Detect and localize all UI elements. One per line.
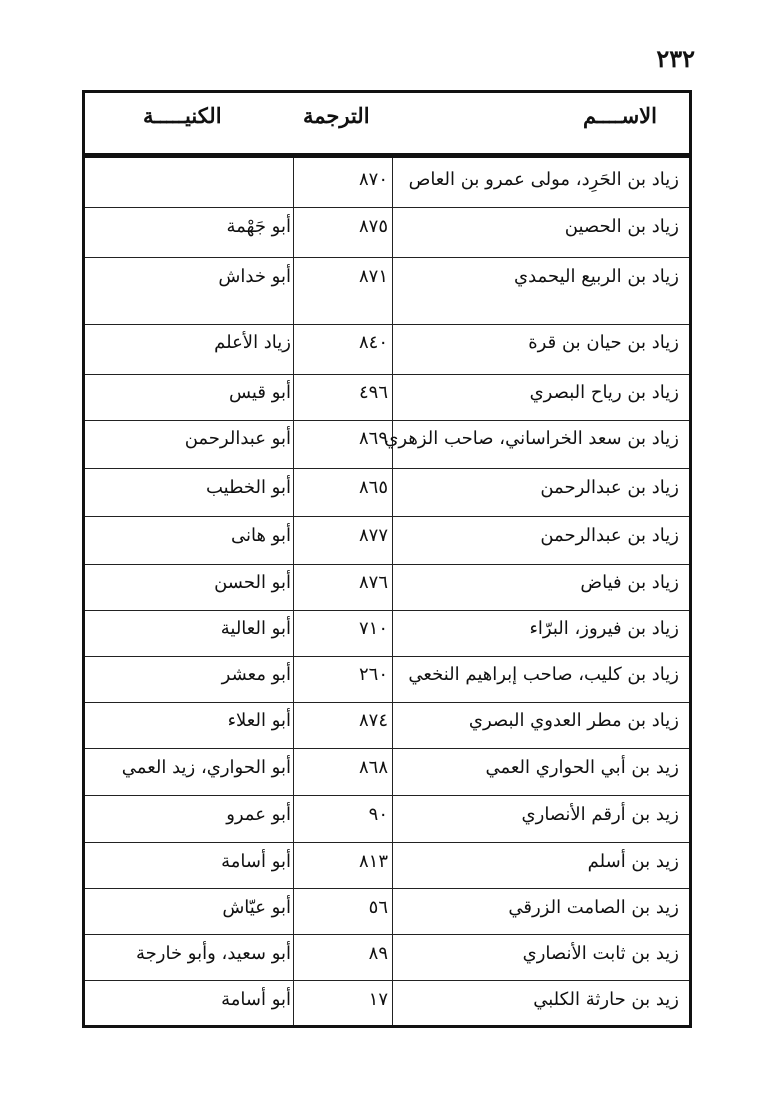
table-row <box>85 889 689 935</box>
cell-translation: ٨٧٤ <box>358 710 388 731</box>
cell-name: زيد بن الصامت الزرقي <box>508 897 679 918</box>
table-row <box>85 749 689 796</box>
table-row <box>85 657 689 703</box>
cell-name: زياد بن حيان بن قرة <box>528 332 679 353</box>
cell-kunya: أبو الحواري، زيد العمي <box>121 757 291 778</box>
cell-name: زياد بن الربيع اليحمدي <box>514 266 679 287</box>
table-row <box>85 421 689 469</box>
cell-translation: ٨٦٨ <box>358 757 388 778</box>
cell-kunya: أبو عبدالرحمن <box>184 428 291 449</box>
cell-kunya: أبو معشر <box>221 664 291 685</box>
header-name: الاســــم <box>583 103 657 128</box>
cell-name: زياد بن الحَرِد، مولى عمرو بن العاص <box>408 169 679 190</box>
table-row <box>85 565 689 611</box>
cell-translation: ٨٦٩ <box>358 428 388 449</box>
cell-translation: ٨٦٥ <box>358 477 388 498</box>
table-header <box>85 93 689 158</box>
cell-name: زياد بن عبدالرحمن <box>540 525 679 546</box>
table-row <box>85 981 689 1028</box>
cell-name: زياد بن كليب، صاحب إبراهيم النخعي <box>408 664 679 685</box>
table-body <box>85 158 689 1028</box>
cell-translation: ٨٧٦ <box>358 572 388 593</box>
table-row <box>85 375 689 421</box>
cell-name: زياد بن سعد الخراساني، صاحب الزهري <box>384 428 679 449</box>
cell-kunya: أبو الخطيب <box>205 477 291 498</box>
cell-name: زيد بن أبي الحواري العمي <box>485 757 679 778</box>
cell-name: زياد بن فياض <box>580 572 679 593</box>
cell-kunya: أبو هانى <box>230 525 291 546</box>
cell-kunya: أبو أسامة <box>221 851 291 872</box>
cell-translation: ٨١٣ <box>358 851 388 872</box>
cell-translation: ٨٩ <box>368 943 388 964</box>
cell-kunya: أبو العلاء <box>227 710 291 731</box>
cell-name: زياد بن الحصين <box>564 216 679 237</box>
cell-kunya: أبو قيس <box>228 382 291 403</box>
cell-translation: ١٧ <box>368 989 388 1010</box>
table-row <box>85 703 689 749</box>
table-row <box>85 935 689 981</box>
table-row <box>85 843 689 889</box>
cell-translation: ٨٧٥ <box>358 216 388 237</box>
cell-name: زياد بن رياح البصري <box>529 382 679 403</box>
cell-translation: ٩٠ <box>368 804 388 825</box>
cell-kunya: أبو عمرو <box>226 804 291 825</box>
cell-kunya: أبو جَهْمة <box>226 216 291 237</box>
cell-name: زيد بن أسلم <box>587 851 679 872</box>
cell-name: زياد بن فيروز، البرّاء <box>529 618 679 639</box>
cell-kunya: أبو خداش <box>218 266 291 287</box>
cell-translation: ٨٤٠ <box>358 332 388 353</box>
cell-kunya: أبو الحسن <box>214 572 291 593</box>
table-row <box>85 325 689 375</box>
cell-kunya: أبو أسامة <box>221 989 291 1010</box>
cell-name: زيد بن حارثة الكلبي <box>533 989 679 1010</box>
header-kunya: الكنيـــــة <box>143 103 222 128</box>
cell-name: زياد بن عبدالرحمن <box>540 477 679 498</box>
cell-translation: ٤٩٦ <box>358 382 388 403</box>
cell-translation: ٧١٠ <box>358 618 388 639</box>
cell-name: زياد بن مطر العدوي البصري <box>468 710 679 731</box>
names-table <box>82 90 692 1028</box>
table-row <box>85 158 689 208</box>
cell-name: زيد بن ثابت الأنصاري <box>522 943 679 964</box>
cell-kunya: أبو عيّاش <box>222 897 291 918</box>
cell-translation: ٨٧١ <box>358 266 388 287</box>
header-translation: الترجمة <box>303 103 370 128</box>
table-row <box>85 796 689 843</box>
cell-kunya: أبو سعيد، وأبو خارجة <box>135 943 291 964</box>
table-row <box>85 611 689 657</box>
cell-translation: ٥٦ <box>368 897 388 918</box>
cell-translation: ٨٧٠ <box>358 169 388 190</box>
table-row <box>85 469 689 517</box>
table-row <box>85 258 689 325</box>
table-row <box>85 208 689 258</box>
cell-kunya: زياد الأعلم <box>214 332 291 353</box>
cell-translation: ٨٧٧ <box>358 525 388 546</box>
cell-name: زيد بن أرقم الأنصاري <box>521 804 679 825</box>
cell-kunya: أبو العالية <box>220 618 291 639</box>
cell-translation: ٢٦٠ <box>358 664 388 685</box>
page-number: ٢٣٢ <box>656 44 695 73</box>
table-row <box>85 517 689 565</box>
